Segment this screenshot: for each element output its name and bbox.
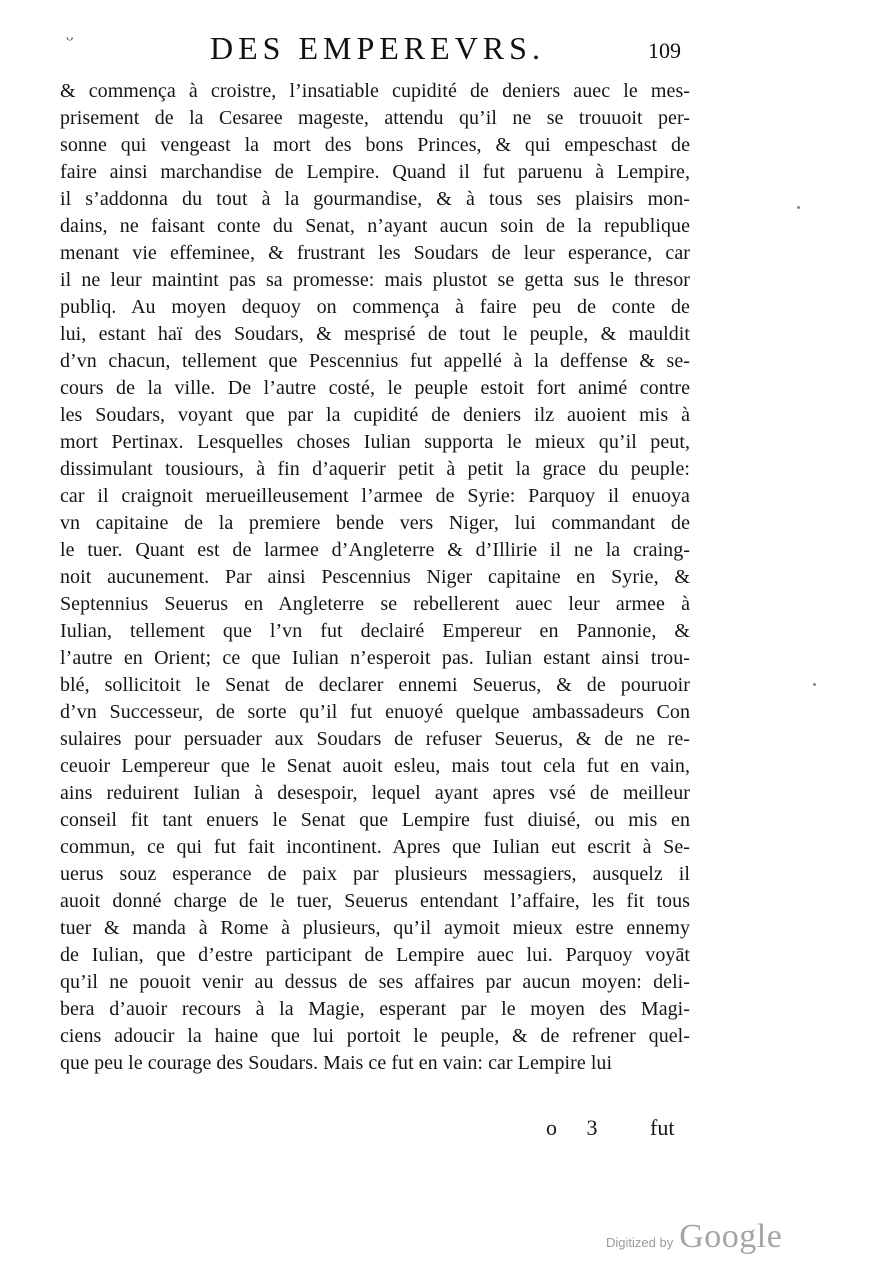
text-line: sulaires pour persuader aux Soudars de refuser Seuerus, & de ne re-: [60, 728, 690, 750]
text-line: cours de la ville. De l’autre costé, le peuple estoit fort animé contre: [60, 377, 690, 399]
text-line: uerus souz esperance de paix par plusieurs messagiers, ausquelz il: [60, 863, 690, 885]
text-line: dains, ne faisant conte du Senat, n’ayant aucun soin de la republique: [60, 215, 690, 237]
text-line: blé, sollicitoit le Senat de declarer ennemi Seuerus, & de pouruoir: [60, 674, 690, 696]
page-number: 109: [648, 38, 681, 63]
text-line: & commença à croistre, l’insatiable cupidité de deniers auec le mes-: [60, 80, 690, 102]
google-logo: Google: [679, 1218, 783, 1255]
text-line: sonne qui vengeast la mort des bons Princes, & qui empeschast de: [60, 134, 690, 156]
text-line: menant vie effeminee, & frustrant les Soudars de leur esperance, car: [60, 242, 690, 264]
text-line: vn capitaine de la premiere bende vers Niger, lui commandant de: [60, 512, 690, 534]
text-line: bera d’auoir recours à la Magie, esperant par le moyen des Magi-: [60, 998, 690, 1020]
text-line: conseil fit tant enuers le Senat que Lempire fust diuisé, ou mis en: [60, 809, 690, 831]
body-text: [60, 78, 690, 1077]
text-line: noit aucunement. Par ainsi Pescennius Niger capitaine en Syrie, &: [60, 566, 690, 588]
text-line: auoit donné charge de le tuer, Seuerus entendant l’affaire, les fit tous: [60, 890, 690, 912]
text-line: il ne leur maintint pas sa promesse: mais plustot se getta sus le thresor: [60, 269, 690, 291]
text-line: il s’addonna du tout à la gourmandise, & à tous ses plaisirs mon-: [60, 188, 690, 210]
text-line: dissimulant tousiours, à fin d’aquerir petit à petit la grace du peuple:: [60, 458, 690, 480]
text-line: le tuer. Quant est de larmee d’Angleterre & d’Illirie il ne la craing-: [60, 539, 690, 561]
text-line: d’vn chacun, tellement que Pescennius fut appellé à la deffense & se-: [60, 350, 690, 372]
digitized-watermark: [606, 1218, 782, 1256]
scan-speck: [813, 683, 816, 686]
text-line: ains reduirent Iulian à desespoir, lequel ayant apres vsé de meilleur: [60, 782, 690, 804]
catchword: fut: [650, 1115, 675, 1140]
text-line: prisement de la Cesaree mageste, attendu qu’il ne se trouuoit per-: [60, 107, 690, 129]
text-line: d’vn Successeur, de sorte qu’il fut enuoyé quelque ambassadeurs Con: [60, 701, 690, 723]
text-line: Iulian, tellement que l’vn fut declairé Empereur en Pannonie, &: [60, 620, 690, 642]
text-line: ceuoir Lempereur que le Senat auoit esleu, mais tout cela fut en vain,: [60, 755, 690, 777]
text-line: commun, ce qui fut fait incontinent. Apres que Iulian eut escrit à Se-: [60, 836, 690, 858]
text-line: Septennius Seuerus en Angleterre se rebellerent auec leur armee à: [60, 593, 690, 615]
text-line: qu’il ne pouoit venir au dessus de ses affaires par aucun moyen: deli-: [60, 971, 690, 993]
text-line: que peu le courage des Soudars. Mais ce fut en vain: car Lempire lui: [60, 1052, 613, 1074]
scan-speck: [797, 206, 800, 209]
text-line: mort Pertinax. Lesquelles choses Iulian supporta le mieux qu’il peut,: [60, 431, 690, 453]
text-line: lui, estant haï des Soudars, & mesprisé de tout le peuple, & mauldit: [60, 323, 690, 345]
text-line: faire ainsi marchandise de Lempire. Quand il fut paruenu à Lempire,: [60, 161, 690, 183]
text-line: les Soudars, voyant que par la cupidité de deniers ilz auoient mis à: [60, 404, 690, 426]
signature-mark: o 3: [546, 1115, 610, 1140]
text-line: ciens adoucir la haine que lui portoit le peuple, & de refrener quel-: [60, 1025, 690, 1047]
text-line: car il craignoit merueilleusement l’armee de Syrie: Parquoy il enuoya: [60, 485, 690, 507]
running-title: DES EMPEREVRS.: [210, 30, 545, 66]
watermark-prefix: Digitized by: [606, 1235, 674, 1250]
text-line: l’autre en Orient; ce que Iulian n’esperoit pas. Iulian estant ainsi trou-: [60, 647, 690, 669]
text-line: publiq. Au moyen dequoy on commença à faire peu de conte de: [60, 296, 690, 318]
text-line: tuer & manda à Rome à plusieurs, qu’il aymoit mieux estre ennemy: [60, 917, 690, 939]
text-line: de Iulian, que d’estre participant de Lempire auec lui. Parquoy voyāt: [60, 944, 690, 966]
corner-mark: ᵕ: [66, 28, 74, 52]
